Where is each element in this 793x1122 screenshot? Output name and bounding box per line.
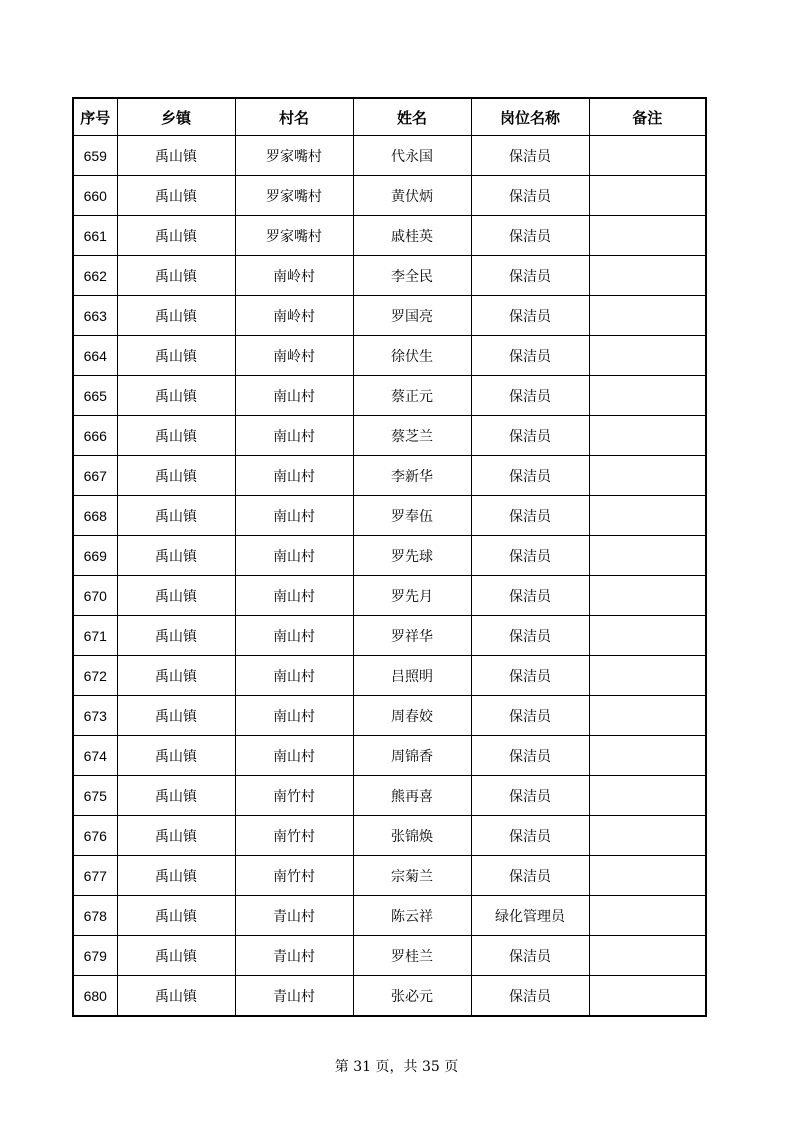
cell-town: 禹山镇 bbox=[117, 536, 235, 576]
cell-town: 禹山镇 bbox=[117, 336, 235, 376]
cell-no: 662 bbox=[73, 256, 117, 296]
table-row bbox=[73, 616, 706, 656]
cell-town: 禹山镇 bbox=[117, 776, 235, 816]
cell-no: 659 bbox=[73, 136, 117, 176]
cell-village: 南竹村 bbox=[235, 856, 353, 896]
cell-post: 保洁员 bbox=[471, 336, 589, 376]
cell-village: 南竹村 bbox=[235, 816, 353, 856]
table-row bbox=[73, 296, 706, 336]
cell-village: 南竹村 bbox=[235, 776, 353, 816]
cell-town: 禹山镇 bbox=[117, 616, 235, 656]
cell-village: 南山村 bbox=[235, 656, 353, 696]
cell-name: 熊再喜 bbox=[353, 776, 471, 816]
cell-name: 罗国亮 bbox=[353, 296, 471, 336]
cell-post: 保洁员 bbox=[471, 216, 589, 256]
cell-village: 南山村 bbox=[235, 416, 353, 456]
cell-post: 保洁员 bbox=[471, 696, 589, 736]
table-row bbox=[73, 496, 706, 536]
table-row bbox=[73, 736, 706, 776]
header-post: 岗位名称 bbox=[471, 98, 589, 136]
cell-name: 李全民 bbox=[353, 256, 471, 296]
cell-no: 667 bbox=[73, 456, 117, 496]
cell-note bbox=[589, 536, 706, 576]
cell-note bbox=[589, 456, 706, 496]
page-footer: 第 31 页，共 35 页 bbox=[334, 1059, 459, 1075]
cell-name: 罗先球 bbox=[353, 536, 471, 576]
cell-name: 吕照明 bbox=[353, 656, 471, 696]
cell-town: 禹山镇 bbox=[117, 896, 235, 936]
cell-name: 代永国 bbox=[353, 136, 471, 176]
cell-village: 南山村 bbox=[235, 736, 353, 776]
table-row bbox=[73, 856, 706, 896]
cell-post: 保洁员 bbox=[471, 536, 589, 576]
header-town: 乡镇 bbox=[117, 98, 235, 136]
cell-no: 673 bbox=[73, 696, 117, 736]
cell-post: 保洁员 bbox=[471, 616, 589, 656]
cell-town: 禹山镇 bbox=[117, 976, 235, 1017]
cell-village: 南山村 bbox=[235, 376, 353, 416]
cell-village: 青山村 bbox=[235, 936, 353, 976]
cell-town: 禹山镇 bbox=[117, 456, 235, 496]
cell-note bbox=[589, 416, 706, 456]
header-row bbox=[73, 98, 706, 136]
table-row bbox=[73, 376, 706, 416]
table-row bbox=[73, 816, 706, 856]
cell-village: 南岭村 bbox=[235, 336, 353, 376]
cell-note bbox=[589, 696, 706, 736]
cell-note bbox=[589, 896, 706, 936]
cell-town: 禹山镇 bbox=[117, 496, 235, 536]
cell-name: 张必元 bbox=[353, 976, 471, 1017]
cell-note bbox=[589, 336, 706, 376]
cell-note bbox=[589, 616, 706, 656]
table-row bbox=[73, 416, 706, 456]
table-row bbox=[73, 536, 706, 576]
cell-name: 宗菊兰 bbox=[353, 856, 471, 896]
cell-town: 禹山镇 bbox=[117, 856, 235, 896]
cell-note bbox=[589, 976, 706, 1017]
cell-note bbox=[589, 376, 706, 416]
cell-town: 禹山镇 bbox=[117, 656, 235, 696]
cell-post: 保洁员 bbox=[471, 976, 589, 1017]
cell-village: 青山村 bbox=[235, 976, 353, 1017]
cell-town: 禹山镇 bbox=[117, 296, 235, 336]
cell-village: 南岭村 bbox=[235, 296, 353, 336]
cell-post: 保洁员 bbox=[471, 416, 589, 456]
header-no: 序号 bbox=[73, 98, 117, 136]
cell-village: 南山村 bbox=[235, 456, 353, 496]
cell-village: 罗家嘴村 bbox=[235, 216, 353, 256]
cell-post: 保洁员 bbox=[471, 776, 589, 816]
cell-name: 李新华 bbox=[353, 456, 471, 496]
cell-village: 南山村 bbox=[235, 576, 353, 616]
table-row bbox=[73, 936, 706, 976]
header-village: 村名 bbox=[235, 98, 353, 136]
table-row bbox=[73, 776, 706, 816]
table-row bbox=[73, 256, 706, 296]
roster-table bbox=[72, 97, 707, 1017]
cell-post: 保洁员 bbox=[471, 256, 589, 296]
header-name: 姓名 bbox=[353, 98, 471, 136]
cell-post: 保洁员 bbox=[471, 496, 589, 536]
table-row bbox=[73, 656, 706, 696]
cell-no: 669 bbox=[73, 536, 117, 576]
cell-no: 674 bbox=[73, 736, 117, 776]
cell-town: 禹山镇 bbox=[117, 816, 235, 856]
cell-village: 罗家嘴村 bbox=[235, 136, 353, 176]
cell-town: 禹山镇 bbox=[117, 216, 235, 256]
cell-name: 徐伏生 bbox=[353, 336, 471, 376]
cell-note bbox=[589, 296, 706, 336]
cell-town: 禹山镇 bbox=[117, 576, 235, 616]
cell-village: 南山村 bbox=[235, 696, 353, 736]
cell-note bbox=[589, 136, 706, 176]
cell-no: 676 bbox=[73, 816, 117, 856]
cell-name: 陈云祥 bbox=[353, 896, 471, 936]
cell-post: 保洁员 bbox=[471, 936, 589, 976]
cell-town: 禹山镇 bbox=[117, 736, 235, 776]
cell-no: 671 bbox=[73, 616, 117, 656]
header-note: 备注 bbox=[589, 98, 706, 136]
cell-post: 保洁员 bbox=[471, 656, 589, 696]
cell-note bbox=[589, 656, 706, 696]
cell-post: 保洁员 bbox=[471, 176, 589, 216]
cell-town: 禹山镇 bbox=[117, 136, 235, 176]
cell-note bbox=[589, 216, 706, 256]
cell-post: 保洁员 bbox=[471, 576, 589, 616]
cell-no: 672 bbox=[73, 656, 117, 696]
table-row bbox=[73, 456, 706, 496]
cell-note bbox=[589, 576, 706, 616]
cell-no: 666 bbox=[73, 416, 117, 456]
cell-town: 禹山镇 bbox=[117, 416, 235, 456]
cell-village: 南山村 bbox=[235, 616, 353, 656]
cell-no: 677 bbox=[73, 856, 117, 896]
cell-town: 禹山镇 bbox=[117, 936, 235, 976]
table-row bbox=[73, 216, 706, 256]
cell-name: 张锦焕 bbox=[353, 816, 471, 856]
cell-note bbox=[589, 816, 706, 856]
cell-no: 664 bbox=[73, 336, 117, 376]
cell-note bbox=[589, 776, 706, 816]
cell-town: 禹山镇 bbox=[117, 256, 235, 296]
cell-town: 禹山镇 bbox=[117, 696, 235, 736]
cell-name: 罗桂兰 bbox=[353, 936, 471, 976]
cell-no: 680 bbox=[73, 976, 117, 1017]
table-row bbox=[73, 176, 706, 216]
cell-name: 蔡正元 bbox=[353, 376, 471, 416]
cell-no: 679 bbox=[73, 936, 117, 976]
cell-village: 南山村 bbox=[235, 496, 353, 536]
table-row bbox=[73, 896, 706, 936]
cell-post: 保洁员 bbox=[471, 856, 589, 896]
cell-name: 周锦香 bbox=[353, 736, 471, 776]
cell-post: 绿化管理员 bbox=[471, 896, 589, 936]
cell-name: 罗祥华 bbox=[353, 616, 471, 656]
cell-name: 戚桂英 bbox=[353, 216, 471, 256]
cell-village: 青山村 bbox=[235, 896, 353, 936]
cell-name: 罗先月 bbox=[353, 576, 471, 616]
cell-town: 禹山镇 bbox=[117, 176, 235, 216]
cell-note bbox=[589, 256, 706, 296]
table-row bbox=[73, 136, 706, 176]
cell-no: 663 bbox=[73, 296, 117, 336]
cell-village: 南山村 bbox=[235, 536, 353, 576]
cell-post: 保洁员 bbox=[471, 136, 589, 176]
cell-post: 保洁员 bbox=[471, 456, 589, 496]
cell-name: 周春姣 bbox=[353, 696, 471, 736]
cell-post: 保洁员 bbox=[471, 816, 589, 856]
table-row bbox=[73, 976, 706, 1017]
cell-no: 668 bbox=[73, 496, 117, 536]
table-row bbox=[73, 336, 706, 376]
cell-note bbox=[589, 936, 706, 976]
cell-note bbox=[589, 736, 706, 776]
cell-name: 蔡芝兰 bbox=[353, 416, 471, 456]
cell-note bbox=[589, 856, 706, 896]
cell-post: 保洁员 bbox=[471, 296, 589, 336]
cell-no: 661 bbox=[73, 216, 117, 256]
table-row bbox=[73, 696, 706, 736]
cell-post: 保洁员 bbox=[471, 376, 589, 416]
cell-village: 南岭村 bbox=[235, 256, 353, 296]
cell-no: 678 bbox=[73, 896, 117, 936]
cell-note bbox=[589, 176, 706, 216]
cell-note bbox=[589, 496, 706, 536]
cell-no: 670 bbox=[73, 576, 117, 616]
cell-name: 黄伏炳 bbox=[353, 176, 471, 216]
table-row bbox=[73, 576, 706, 616]
cell-town: 禹山镇 bbox=[117, 376, 235, 416]
cell-name: 罗奉伍 bbox=[353, 496, 471, 536]
cell-post: 保洁员 bbox=[471, 736, 589, 776]
cell-no: 665 bbox=[73, 376, 117, 416]
cell-no: 660 bbox=[73, 176, 117, 216]
cell-village: 罗家嘴村 bbox=[235, 176, 353, 216]
cell-no: 675 bbox=[73, 776, 117, 816]
